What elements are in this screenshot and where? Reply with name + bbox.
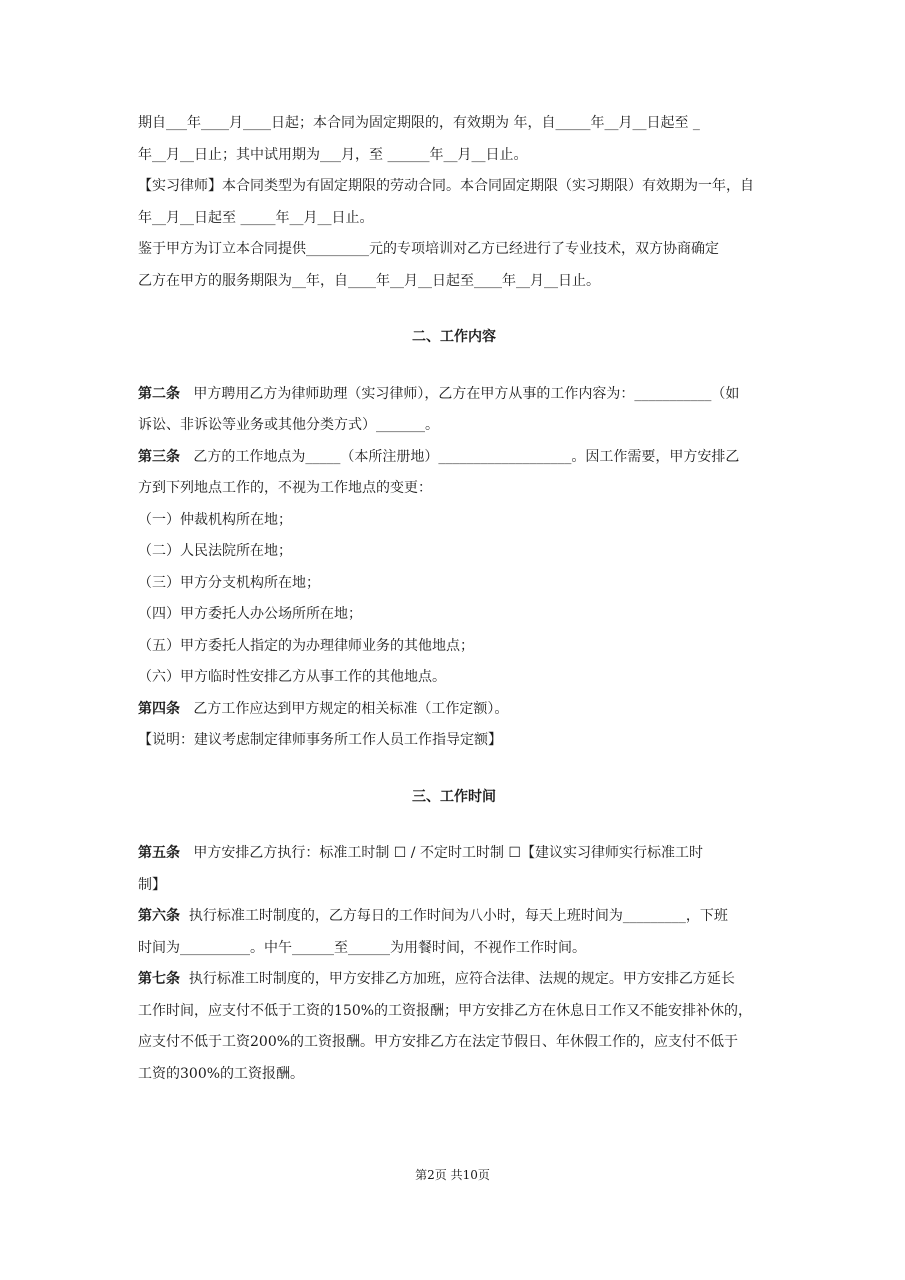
paragraph-line: 【实习律师】本合同类型为有固定期限的劳动合同。本合同固定期限（实习期限）有效期为一年，自 (138, 178, 754, 194)
article-label: 第三条 (138, 448, 180, 465)
article-label: 第六条 (138, 908, 180, 924)
paragraph-line: 制】 (138, 876, 166, 893)
section-heading-work-content: 二、工作内容 (412, 329, 496, 345)
article-label: 第四条 (138, 700, 180, 717)
section-heading-work-time: 三、工作时间 (412, 788, 496, 805)
list-item: （五）甲方委托人指定的为办理律师业务的其他地点； (138, 637, 474, 654)
article-6-line (138, 901, 770, 933)
article-3-line (138, 442, 770, 474)
list-item: （六）甲方临时性安排乙方从事工作的其他地点。 (138, 669, 446, 685)
list-item: （四）甲方委托人办公场所所在地； (138, 606, 362, 622)
paragraph-line: 工作时间，应支付不低于工资的150%的工资报酬；甲方安排乙方在休息日工作又不能安排补休的， (138, 1002, 753, 1019)
paragraph-line: 年__月__日止；其中试用期为___月，至 ______年__月__日止。 (138, 146, 528, 163)
list-item: （一）仲裁机构所在地； (138, 511, 292, 528)
paragraph-line: 期自___年____月____日起；本合同为固定期限的，有效期为 年，自_____年__月__日起至 _ (138, 115, 700, 131)
document-body (138, 108, 770, 1090)
paragraph-line: 时间为__________。中午______至______为用餐时间，不视作工作时间。 (138, 939, 586, 956)
list-item: （二）人民法院所在地； (138, 543, 292, 559)
article-5-line (138, 838, 770, 870)
page-number-footer: 第2页 共10页 (415, 1168, 490, 1182)
article-text: 执行标准工时制度的，甲方安排乙方加班，应符合法律、法规的规定。甲方安排乙方延长 (188, 971, 735, 987)
article-text: 甲方安排乙方执行：标准工时制 ☐ / 不定时工时制 ☐【建议实习律师实行标准工时 (193, 845, 703, 861)
note-line: 【说明：建议考虑制定律师事务所工作人员工作指导定额】 (138, 732, 502, 748)
paragraph-line: 方到下列地点工作的，不视为工作地点的变更： (138, 480, 432, 496)
article-7-line (138, 964, 770, 996)
article-text: 乙方工作应达到甲方规定的相关标准（工作定额）。 (193, 700, 509, 717)
article-text: 执行标准工时制度的，乙方每日的工作时间为八小时，每天上班时间为_________，下班 (188, 908, 728, 924)
article-2-line (138, 379, 770, 411)
article-text: 甲方聘用乙方为律师助理（实习律师），乙方在甲方从事的工作内容为：___________（如 (193, 385, 740, 402)
paragraph-line: 诉讼、非诉讼等业务或其他分类方式）_______。 (138, 417, 439, 433)
article-label: 第五条 (138, 845, 180, 861)
article-label: 第二条 (138, 385, 180, 402)
article-text: 乙方的工作地点为_____（本所注册地）___________________。因工作需要，甲方安排乙 (193, 448, 740, 465)
paragraph-line: 应支付不低于工资200%的工资报酬。甲方安排乙方在法定节假日、年休假工作的，应支付不低于 (138, 1034, 739, 1050)
paragraph-line: 乙方在甲方的服务期限为__年，自____年__月__日起至____年__月__日止。 (138, 272, 600, 289)
article-4-line (138, 694, 770, 726)
paragraph-line: 年__月__日起至 _____年__月__日止。 (138, 209, 374, 226)
list-item: （三）甲方分支机构所在地； (138, 574, 320, 591)
article-label: 第七条 (138, 971, 180, 987)
paragraph-line: 工资的300%的工资报酬。 (138, 1065, 305, 1082)
paragraph-line: 鉴于甲方为订立本合同提供_________元的专项培训对乙方已经进行了专业技术，双方协商确定 (138, 241, 719, 257)
